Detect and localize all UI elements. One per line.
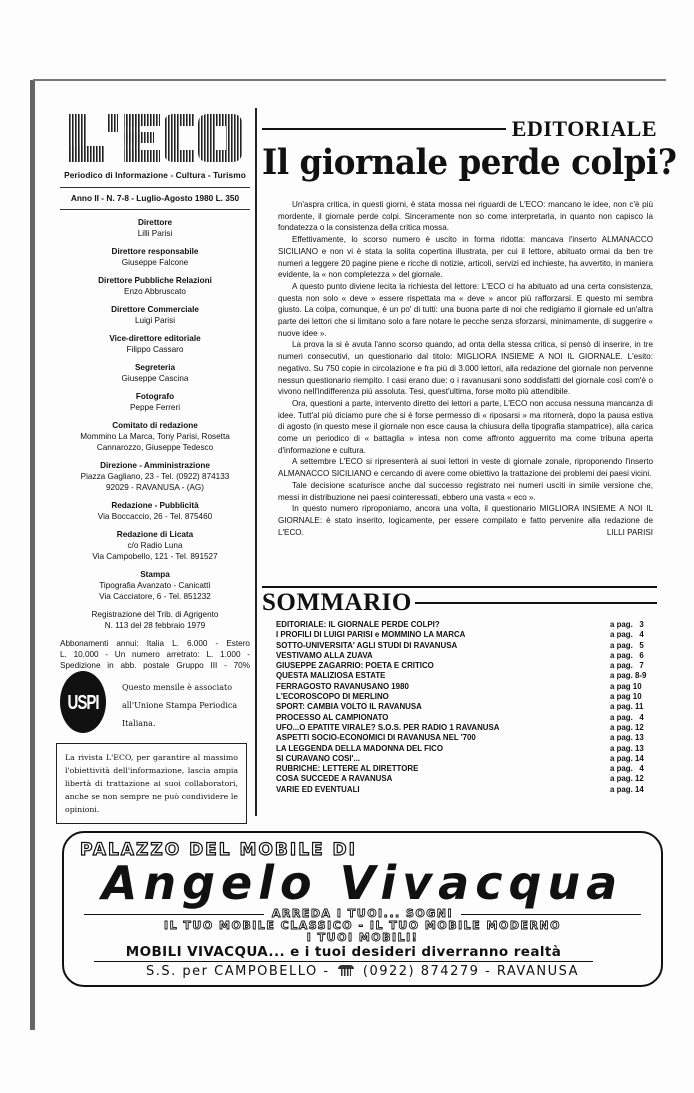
toc-title: SI CURAVANO COSI'... <box>276 753 361 763</box>
staff-role: Direttore Commerciale <box>111 305 199 314</box>
toc-row <box>276 671 656 681</box>
issue-info: Anno II - N. 7-8 - Luglio-Agosto 1980 L. 350 <box>60 188 250 210</box>
header-rule <box>415 602 657 604</box>
scan-edge <box>30 80 35 1030</box>
staff-role: Direttore Pubbliche Relazioni <box>98 276 212 285</box>
staff-name: Peppe Ferreri <box>129 403 181 412</box>
toc-title: COSA SUCCEDE A RAVANUSA <box>276 774 393 784</box>
toc-page: a pag. 13 <box>610 733 644 743</box>
toc-title: VARIE ED EVENTUALI <box>276 784 360 794</box>
subscription-line: L. 10.000 - Un numero arretrato: L. 1.000 - <box>60 650 250 659</box>
toc-row <box>276 692 656 702</box>
subscription-line: Abbonamenti annui: Italia L. 6.000 - Estero <box>60 639 250 648</box>
editorial-disclaimer: La rivista L'ECO, per garantire al massimo l'obiettività dell'informazione, lascia ampia libertà di trattazione ai suoi collaboratori, anche se non sempre ne può condividere le opinioni. <box>56 743 247 824</box>
telephone-icon <box>338 965 354 976</box>
staff-entry <box>60 333 250 355</box>
editorial-section-header <box>262 116 657 142</box>
editorial-headline: Il giornale perde colpi? <box>262 142 677 183</box>
toc-page: a pag. 5 <box>610 640 644 650</box>
staff-entry <box>60 304 250 326</box>
toc-row <box>276 774 656 784</box>
toc-page: a pag. 3 <box>610 620 644 629</box>
toc-row <box>276 620 656 630</box>
article-paragraph: La prova la si è avuta l'anno scorso quando, ad onta della stessa critica, si pensò di inserire, in tre numeri consecutivi, un questionario dal titolo: MIGLIORA INSIEME A NOI IL GIORNALE. L'esito: negativo. Su 750 copie in circolazione e fra più di 3.000 lettori, alla redazione del giornale non pervenne nessun questionario riempito. I casi erano due: o i ravanusani sono soddisfatti del giornale così com'è o vivono nell'indifferenza più assoluta. Tesi, quest'ultima, forse molto più attendibile. <box>278 340 653 397</box>
staff-name: Piazza Gagliano, 23 - Tel. (0922) 874133 <box>80 472 230 481</box>
toc-title: I PROFILI DI LUIGI PARISI e MOMMINO LA MARCA <box>276 630 466 640</box>
toc-title: GIUSEPPE ZAGARRIO: POETA E CRITICO <box>276 661 434 671</box>
staff-role: Redazione - Pubblicità <box>111 501 199 510</box>
staff-entry <box>60 420 250 453</box>
toc-title: EDITORIALE: IL GIORNALE PERDE COLPI? <box>276 620 440 629</box>
toc-page: a pag. 12 <box>610 722 644 732</box>
toc-page: a pag. 12 <box>610 774 644 784</box>
toc-title: PROCESSO AL CAMPIONATO <box>276 712 389 722</box>
subscription-info <box>60 638 250 671</box>
toc-row <box>276 661 656 671</box>
toc-page: a pag. 4 <box>610 630 644 640</box>
toc-title: L'ECOROSCOPO DI MERLINO <box>276 692 389 702</box>
toc-row <box>276 754 656 764</box>
column-divider <box>255 108 257 816</box>
sommario-title: SOMMARIO <box>262 589 412 616</box>
toc-page: a pag. 7 <box>610 661 644 671</box>
toc-title: LA LEGGENDA DELLA MADONNA DEL FICO <box>276 743 444 753</box>
toc-row <box>276 764 656 774</box>
staff-entry <box>60 275 250 297</box>
registration-info <box>60 609 250 631</box>
article-paragraph: In questo numero riproponiamo, ancora una volta, il questionario MIGLIORA INSIEME A NOI IL GIORNALE: è stato inserito, logicamente, per essere compilato e fatto pervenire alla redazione de L'ECO. <box>278 504 653 537</box>
staff-role: Direzione - Amministrazione <box>100 461 210 470</box>
toc-page: a pag. 14 <box>610 753 644 763</box>
masthead-logo <box>66 112 244 164</box>
toc-row <box>276 651 656 661</box>
toc-page: a pag. 8-9 <box>610 671 647 681</box>
staff-entry <box>60 362 250 384</box>
toc-page: a pag 10 <box>610 692 642 702</box>
staff-name: c/o Radio Luna <box>127 541 183 550</box>
staff-entry <box>60 217 250 239</box>
staff-name: Giuseppe Cascina <box>121 374 189 383</box>
staff-entry <box>60 569 250 602</box>
staff-name: Mommino La Marca, Tony Parisi, Rosetta <box>80 432 230 441</box>
staff-name: Luigi Parisi <box>134 316 176 325</box>
staff-name: Via Cacciatore, 6 - Tel. 851232 <box>99 592 211 601</box>
toc-row <box>276 744 656 754</box>
staff-name: Cannarozzo, Giuseppe Tedesco <box>96 443 214 452</box>
subscription-line: Spedizione in abb. postale Gruppo III - 70% <box>60 661 250 670</box>
ad-slogan: ARREDA I TUOI... SOGNI <box>271 907 454 920</box>
staff-entry <box>60 391 250 413</box>
toc-row <box>276 702 656 712</box>
staff-role: Segreteria <box>134 363 176 372</box>
staff-role: Redazione di Licata <box>116 530 194 539</box>
staff-entry <box>60 246 250 268</box>
article-paragraph: Tale decisione scaturisce anche dal successo registrato nei numeri usciti in simile versione che, messi in distribuzione nei paesi cointeressati, ebbero una vasta « eco ». <box>278 480 653 502</box>
toc-title: VESTIVAMO ALLA ZUAVA <box>276 650 373 660</box>
ad-line-1: IL TUO MOBILE CLASSICO - IL TUO MOBILE MODERNO <box>163 919 561 932</box>
toc-page: a pag. 6 <box>610 650 644 660</box>
toc-title: SOTTO-UNIVERSITA' AGLI STUDI DI RAVANUSA <box>276 640 458 650</box>
article-paragraph: Ora, questioni a parte, intervento diretto dei lettori a parte, L'ECO non accusa nessuna mancanza di idee. Tutt'al più diciamo pure che si è forse permesso di « riposarsi » ma ritornerà, dopo la pausa estiva di agosto (in questo mese il giornale non esce causa la chiusura della tipografia stampatrice), alla carica come un periodico di « battaglia » intesa non come affronto agguerrito ma come tribuna aperta d'informazione e cultura. <box>278 398 653 455</box>
toc-page: a pag. 4 <box>610 712 644 722</box>
staff-role: Comitato di redazione <box>112 421 198 430</box>
leco-logo-icon <box>66 112 244 164</box>
staff-role: Direttore <box>137 218 173 227</box>
toc-row <box>276 733 656 743</box>
staff-role: Stampa <box>140 570 170 579</box>
ad-phone: (0922) 874279 - RAVANUSA <box>362 964 579 979</box>
registration-line: N. 113 del 28 febbraio 1979 <box>104 621 206 630</box>
slogan-rule <box>461 914 641 915</box>
article-paragraph: A settembre L'ECO si ripresenterà ai suoi lettori in veste di giornale zonale, riproponendo l'inserto ALMANACCO SICILIANO e cercando di avere come obiettivo la trattazione dei problemi dei paesi vicini. <box>278 457 653 479</box>
toc-title: QUESTA MALIZIOSA ESTATE <box>276 671 386 681</box>
staff-name: Via Campobello, 121 - Tel. 891527 <box>92 552 218 561</box>
ad-line-2: I TUOI MOBILI! <box>306 931 419 944</box>
uspi-text: Questo mensile è associato all'Unione Stampa Periodica Italiana. <box>122 683 238 728</box>
staff-list <box>60 217 250 602</box>
header-rule <box>262 128 506 130</box>
toc-row <box>276 713 656 723</box>
toc-title: SPORT: CAMBIA VOLTO IL RAVANUSA <box>276 702 422 712</box>
ad-business-name: Angelo Vivacqua <box>101 856 624 910</box>
toc-title: UFO...O EPATITE VIRALE? S.O.S. PER RADIO 1 RAVANUSA <box>276 722 500 732</box>
toc-page: a pag. 4 <box>610 764 644 774</box>
sommario-header <box>262 589 657 617</box>
staff-role: Vice-direttore editoriale <box>109 334 201 343</box>
staff-name: Giuseppe Falcone <box>121 258 189 267</box>
toc-row <box>276 641 656 651</box>
staff-name: Via Boccaccio, 26 - Tel. 875460 <box>97 512 213 521</box>
toc-page: a pag. 13 <box>610 743 644 753</box>
toc-page: a pag 10 <box>610 681 642 691</box>
article-paragraph: Effettivamente, lo scorso numero è uscito in forma ridotta: mancava l'inserto ALMANACCO SICILIANO e non vi è stata la solita copertina illustrata, per cui il lettore, abituato ormai da ben tre numeri a leggere 20 pagine piene e ricche di notizie, articoli, servizi ed inchieste, ha avvertito, in maniera evidente, la « non completezza » del giornale. <box>278 235 653 280</box>
ad-address <box>64 964 661 979</box>
toc-title: RUBRICHE: LETTERE AL DIRETTORE <box>276 764 419 774</box>
toc-page: a pag. 14 <box>610 784 644 794</box>
staff-name: Enzo Abbruscato <box>124 287 186 296</box>
advertisement <box>62 831 663 987</box>
toc-row <box>276 723 656 733</box>
uspi-membership <box>60 679 250 733</box>
toc-row <box>276 682 656 692</box>
toc-page: a pag. 11 <box>610 702 644 712</box>
masthead-tagline: Periodico di Informazione - Cultura - Turismo <box>60 170 250 188</box>
staff-name: 92029 - RAVANUSA - (AG) <box>106 483 204 492</box>
article-signature: LILLI PARISI <box>606 527 653 537</box>
uspi-logo-icon: USPI <box>60 671 106 733</box>
toc-title: FERRAGOSTO RAVANUSANO 1980 <box>276 681 409 691</box>
staff-entry <box>60 529 250 562</box>
top-border-rule <box>33 79 666 81</box>
staff-role: Fotografo <box>135 392 175 401</box>
ad-bold-line: MOBILI VIVACQUA... e i tuoi desideri diverranno realtà <box>94 944 593 962</box>
staff-name: Filippo Cassaro <box>126 345 184 354</box>
slogan-rule <box>84 914 264 915</box>
masthead-column <box>60 112 250 824</box>
toc-row <box>276 630 656 640</box>
ad-top-line: PALAZZO DEL MOBILE DI <box>80 840 357 860</box>
article-paragraph: A questo punto diviene lecita la richiesta del lettore: L'ECO ci ha abituato ad una certa consistenza, questa non solo « deve » essere rispettata ma « deve » ancor più rafforzarsi. E questo mi sembra giusto. La colpa, comunque, è un po' di tutti: una buona parte di noi che redigiamo il giornale ed un'altra parte dei lettori che si limitano solo a fare notare le pecche senza sforzarsi, minimamente, di suggerire « nuove idee ». <box>278 281 653 338</box>
table-of-contents <box>276 620 656 795</box>
staff-name: Tipografia Avanzato - Canicattì <box>99 581 211 590</box>
staff-role: Direttore responsabile <box>111 247 199 256</box>
staff-entry <box>60 500 250 522</box>
article-paragraph: Un'aspra critica, in questi giorni, è stata mossa nei riguardi de L'ECO: mancano le idee, non c'è più mordente, il giornale perde colpi. Sinceramente non so come interpretarla, in quanto non capisco la fondatezza o la consistenza della critica mossa. <box>278 200 653 233</box>
ad-address-left: S.S. per CAMPOBELLO - <box>146 964 330 979</box>
editorial-body <box>278 199 653 538</box>
registration-line: Registrazione del Trib. di Agrigento <box>91 610 219 619</box>
toc-row <box>276 785 656 795</box>
toc-title: ASPETTI SOCIO-ECONOMICI DI RAVANUSA NEL '700 <box>276 733 476 743</box>
section-kicker: EDITORIALE <box>511 116 657 141</box>
staff-entry <box>60 460 250 493</box>
staff-name: Lilli Parisi <box>137 229 173 238</box>
sommario-top-rule <box>262 586 657 588</box>
